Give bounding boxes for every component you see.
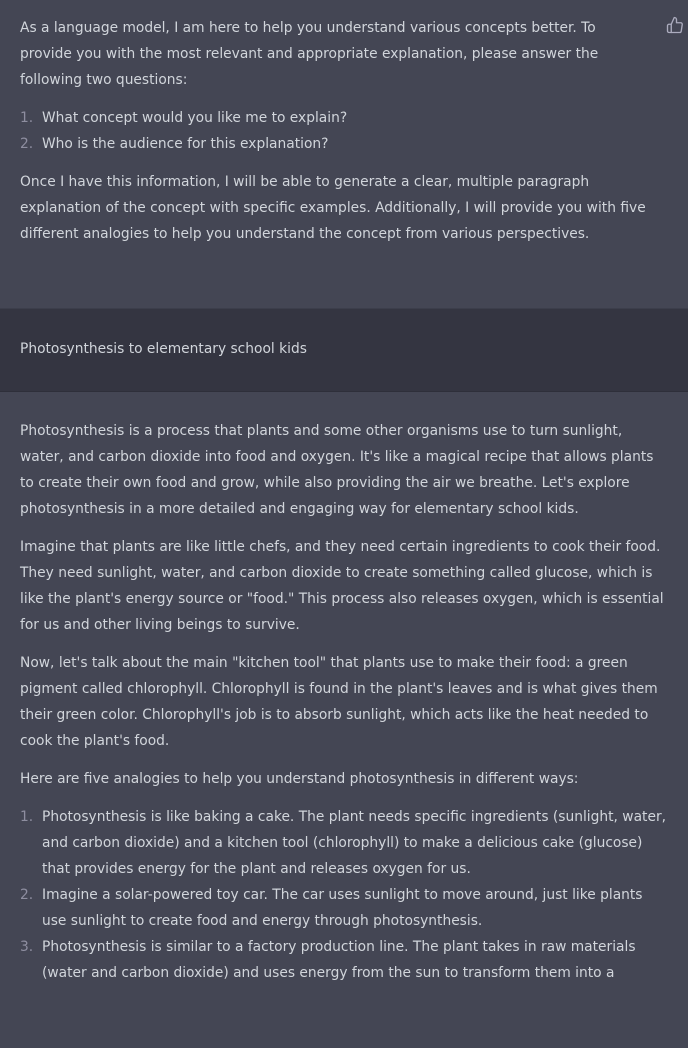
assistant-message-answer (0, 392, 688, 1048)
list-item (20, 934, 668, 986)
user-message-text: Photosynthesis to elementary school kids (20, 341, 307, 357)
answer-paragraph-2: Imagine that plants are like little chefs, and they need certain ingredients to cook their food. They need sunlight, water, and carbon dioxide to create something called glucose, which is like the plant's energy source or "food." This process also releases oxygen, which is essential for us and other living beings to survive. (20, 539, 664, 633)
questions-list (20, 105, 648, 157)
list-item-text: What concept would you like me to explain? (42, 110, 348, 126)
list-number: 1. (20, 110, 34, 126)
list-item (20, 882, 668, 934)
list-item (20, 105, 648, 131)
answer-paragraph-3: Now, let's talk about the main "kitchen tool" that plants use to make their food: a green pigment called chlorophyll. Chlorophyll is found in the plant's leaves and is what gives them their green color. Chlorophyll's job is to absorb sunlight, which acts like the heat needed to cook the plant's food. (20, 655, 658, 749)
list-item-text: Photosynthesis is similar to a factory production line. The plant takes in raw materials (water and carbon dioxide) and uses energy from the sun to transform them into a (42, 939, 636, 981)
answer-paragraph-1: Photosynthesis is a process that plants and some other organisms use to turn sunlight, water, and carbon dioxide into food and oxygen. It's like a magical recipe that allows plants to create their own food and grow, while also providing the air we breathe. Let's explore photosynthesis in a more detailed and engaging way for elementary school kids. (20, 423, 654, 517)
list-number: 3. (20, 939, 34, 955)
list-item-text: Photosynthesis is like baking a cake. The plant needs specific ingredients (sunlight, water, and carbon dioxide) and a kitchen tool (chlorophyll) to make a delicious cake (glucose) that provides energy for the plant and releases oxygen for us. (42, 809, 666, 877)
list-item (20, 131, 648, 157)
list-item-text: Who is the audience for this explanation? (42, 136, 329, 152)
user-message (0, 308, 688, 392)
answer-paragraph-4: Here are five analogies to help you understand photosynthesis in different ways: (20, 771, 579, 787)
list-item-text: Imagine a solar-powered toy car. The car uses sunlight to move around, just like plants use sunlight to create food and energy through photosynthesis. (42, 887, 643, 929)
list-number: 2. (20, 136, 34, 152)
analogies-list (20, 804, 668, 986)
list-item (20, 804, 668, 882)
intro-paragraph-2: Once I have this information, I will be able to generate a clear, multiple paragraph explanation of the concept with specific examples. Additionally, I will provide you with five different analogies to help you understand the concept from various perspectives. (20, 174, 646, 242)
list-number: 1. (20, 809, 34, 825)
list-number: 2. (20, 887, 34, 903)
thumbs-up-icon[interactable] (666, 16, 684, 34)
intro-paragraph-1: As a language model, I am here to help you understand various concepts better. To provide you with the most relevant and appropriate explanation, please answer the following two questions: (20, 20, 599, 88)
assistant-message-intro (0, 0, 688, 308)
